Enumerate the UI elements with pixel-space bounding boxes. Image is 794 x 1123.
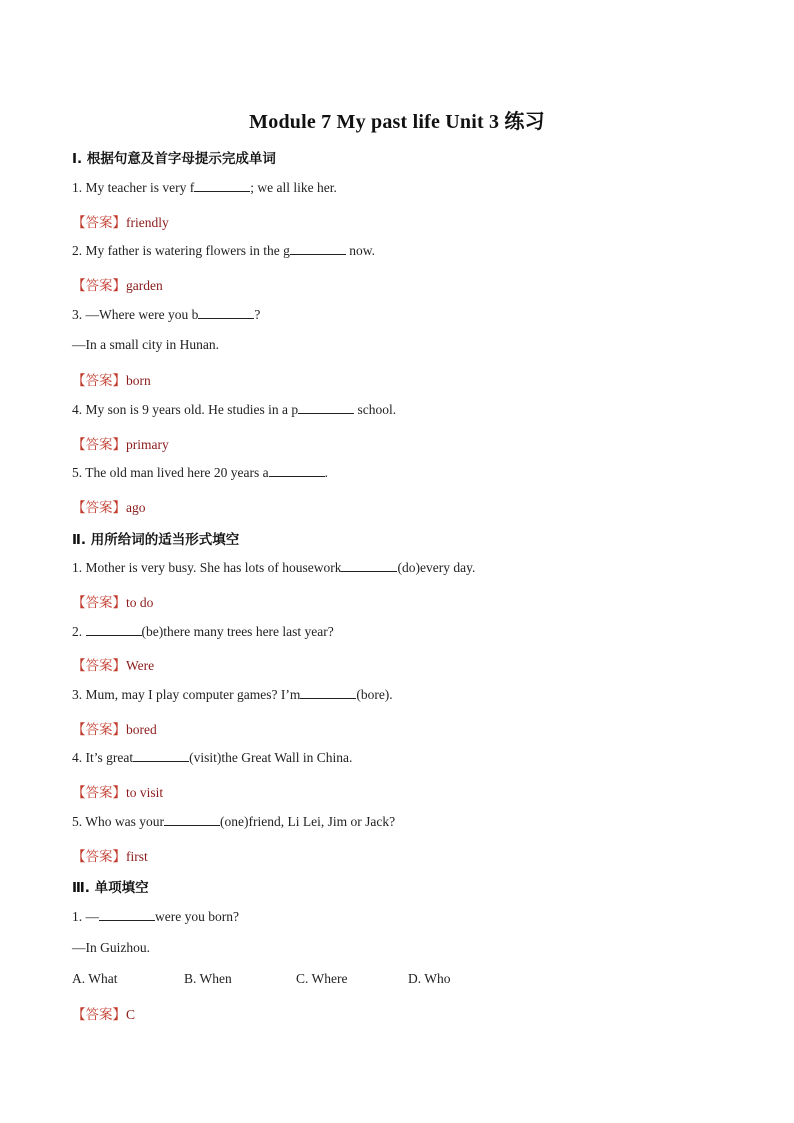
- answer-line: [72, 781, 163, 801]
- answer-value: primary: [126, 437, 169, 452]
- answer-value: C: [126, 1007, 136, 1022]
- question-line: [72, 623, 334, 640]
- question-text: were you born?: [155, 909, 239, 924]
- answer-value: born: [126, 373, 151, 388]
- answer-blank: [86, 623, 142, 636]
- question-text: 2.: [72, 624, 86, 639]
- answer-value: Were: [126, 658, 155, 673]
- answer-tag: 【答案】: [72, 1007, 126, 1022]
- answer-value: first: [126, 849, 148, 864]
- answer-line: [72, 433, 169, 453]
- question-text: (one)friend, Li Lei, Jim or Jack?: [220, 814, 396, 829]
- answer-line: [72, 274, 163, 294]
- question-text: 1. My teacher is very f: [72, 180, 195, 195]
- question-text: 4. My son is 9 years old. He studies in a p: [72, 402, 299, 417]
- question-line: [72, 908, 239, 925]
- section-heading: Ⅲ. 单项填空: [72, 880, 149, 896]
- answer-tag: 【答案】: [72, 785, 126, 800]
- question-line: [72, 686, 393, 703]
- question-text: .: [324, 465, 328, 480]
- question-line: [72, 306, 260, 323]
- question-line: [72, 401, 396, 418]
- question-text: ; we all like her.: [250, 180, 337, 195]
- option-a: A. What: [72, 971, 118, 986]
- answer-tag: 【答案】: [72, 373, 126, 388]
- answer-tag: 【答案】: [72, 278, 126, 293]
- question-line: [72, 813, 395, 830]
- answer-tag: 【答案】: [72, 595, 126, 610]
- answer-line: [72, 211, 169, 231]
- question-text: 1. Mother is very busy. She has lots of housework: [72, 560, 342, 575]
- question-text: school.: [354, 402, 397, 417]
- question-line: [72, 559, 475, 576]
- answer-tag: 【答案】: [72, 500, 126, 515]
- answer-tag: 【答案】: [72, 215, 126, 230]
- answer-line: [72, 654, 154, 674]
- question-line-2: —In Guizhou.: [72, 940, 150, 955]
- answer-line: [72, 591, 153, 611]
- question-line: [72, 749, 352, 766]
- section-heading: Ⅰ. 根据句意及首字母提示完成单词: [72, 151, 276, 167]
- question-text: 5. The old man lived here 20 years a: [72, 465, 269, 480]
- question-text: (visit)the Great Wall in China.: [189, 750, 353, 765]
- answer-line: [72, 496, 146, 516]
- answer-line: [72, 845, 148, 865]
- question-text: 2. My father is watering flowers in the g: [72, 243, 290, 258]
- answer-blank: [99, 908, 155, 921]
- answer-value: garden: [126, 278, 163, 293]
- question-text: 3. —Where were you b: [72, 307, 199, 322]
- question-line: [72, 179, 337, 196]
- answer-tag: 【答案】: [72, 849, 126, 864]
- answer-blank: [269, 464, 325, 477]
- page-title: Module 7 My past life Unit 3 练习: [249, 111, 545, 133]
- section-heading: Ⅱ. 用所给词的适当形式填空: [72, 532, 240, 548]
- answer-value: to visit: [126, 785, 164, 800]
- answer-blank: [341, 559, 397, 572]
- option-b: B. When: [184, 971, 232, 986]
- question-text: 5. Who was your: [72, 814, 164, 829]
- question-text: (be)there many trees here last year?: [141, 624, 334, 639]
- answer-line: [72, 369, 151, 389]
- answer-blank: [290, 242, 346, 255]
- question-text: 1. —: [72, 909, 99, 924]
- question-text: 3. Mum, may I play computer games? I’m: [72, 687, 301, 702]
- question-text: (bore).: [356, 687, 393, 702]
- answer-tag: 【答案】: [72, 658, 126, 673]
- answer-value: bored: [126, 722, 157, 737]
- answer-blank: [300, 686, 356, 699]
- answer-blank: [133, 749, 189, 762]
- answer-blank: [164, 813, 220, 826]
- question-text: ?: [254, 307, 261, 322]
- question-line: [72, 464, 328, 481]
- answer-blank: [198, 306, 254, 319]
- option-d: D. Who: [408, 971, 451, 986]
- question-line: [72, 242, 375, 259]
- answer-tag: 【答案】: [72, 722, 126, 737]
- question-text: now.: [345, 243, 375, 258]
- question-line-2: —In a small city in Hunan.: [72, 337, 219, 352]
- answer-blank: [194, 179, 250, 192]
- question-text: (do)every day.: [397, 560, 476, 575]
- answer-line: [72, 1003, 135, 1023]
- answer-value: to do: [126, 595, 154, 610]
- answer-tag: 【答案】: [72, 437, 126, 452]
- answer-line: [72, 718, 157, 738]
- answer-value: ago: [126, 500, 146, 515]
- question-text: 4. It’s great: [72, 750, 134, 765]
- answer-value: friendly: [126, 215, 169, 230]
- option-c: C. Where: [296, 971, 348, 986]
- answer-blank: [298, 401, 354, 414]
